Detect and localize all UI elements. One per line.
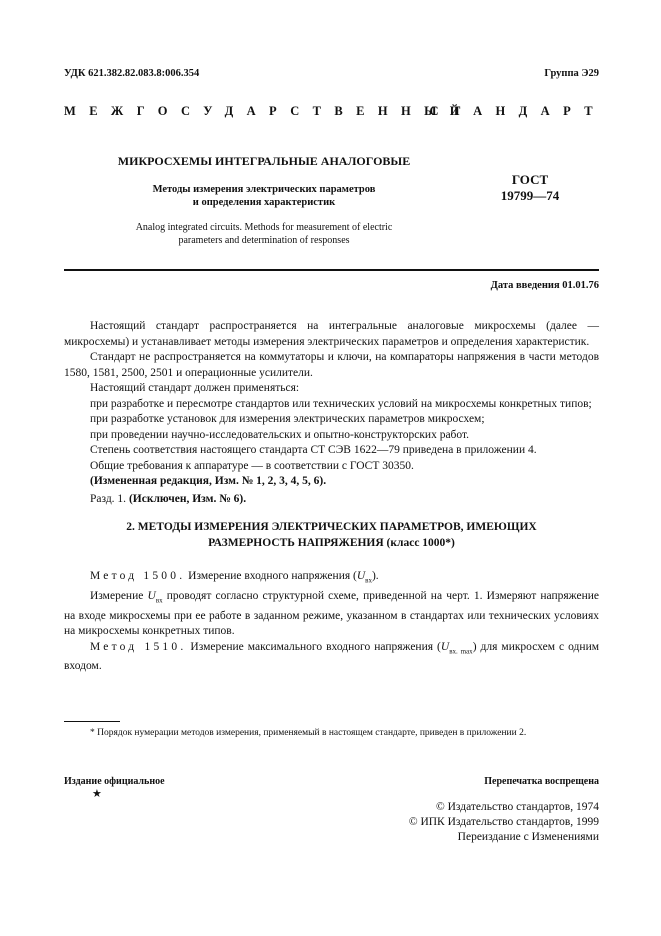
method-1500-text: Измерение входного напряжения ( bbox=[185, 570, 357, 582]
u-symbol: U bbox=[356, 570, 366, 582]
standard-type-right: СТАНДАРТ bbox=[429, 104, 606, 118]
header-divider bbox=[64, 269, 599, 271]
subtitle-line-1: Методы измерения электрических параметров bbox=[152, 184, 376, 195]
document-body bbox=[64, 319, 599, 675]
paragraph-amendment: (Измененная редакция, Изм. № 1, 2, 3, 4, 5, 6). bbox=[90, 475, 327, 487]
measurement-text-start: Измерение bbox=[90, 589, 148, 602]
u-subscript-inmax: вх. max bbox=[449, 646, 473, 655]
subtitle-line-2: и определения характеристик bbox=[192, 197, 336, 208]
u-symbol-3: U bbox=[440, 640, 450, 653]
section-1-label: Разд. 1. bbox=[90, 492, 129, 505]
paragraph-application-2: при разработке установок для измерения электрических параметров микросхем; bbox=[90, 413, 485, 425]
gost-label: ГОСТ bbox=[511, 172, 549, 187]
gost-number: 19799—74 bbox=[500, 188, 560, 203]
u-subscript-in-2: вх bbox=[155, 596, 163, 605]
paragraph-application: Настоящий стандарт должен применяться: bbox=[90, 382, 300, 394]
measurement-text-rest: проводят согласно структурной схеме, приведенной на черт. 1. Измеряют напряжение на входе микросхемы при ее работе в заданном режиме, указанном в стандартах или технических условиях на микросхемы конкретных типов. bbox=[64, 589, 599, 638]
paragraph-section-1 bbox=[64, 492, 599, 508]
gost-designation bbox=[480, 172, 580, 204]
measurement-description bbox=[64, 589, 599, 640]
u-subscript-in: вх bbox=[365, 576, 372, 585]
footnote-text: * Порядок нумерации методов измерения, применяемый в настоящем стандарте, приведен в приложении 2. bbox=[90, 728, 527, 738]
method-1500-close: ). bbox=[371, 570, 379, 582]
standard-type-left: МЕЖГОСУДАРСТВЕННЫЙ bbox=[64, 104, 473, 118]
section-1-excluded: (Исключен, Изм. № 6). bbox=[128, 492, 247, 505]
reprint-prohibited: Перепечатка воспрещена bbox=[484, 776, 599, 787]
method-1510 bbox=[64, 640, 599, 675]
method-1510-close: ) для микросхем с одним входом. bbox=[64, 640, 599, 673]
paragraph-equipment: Общие требования к аппаратуре — в соответствии с ГОСТ 30350. bbox=[90, 459, 414, 472]
official-edition: Издание официальное bbox=[64, 776, 165, 787]
section-2-heading-line-1: 2. МЕТОДЫ ИЗМЕРЕНИЯ ЭЛЕКТРИЧЕСКИХ ПАРАМЕТРОВ, ИМЕЮЩИХ bbox=[126, 521, 537, 533]
footnote-divider bbox=[64, 721, 120, 722]
method-1500 bbox=[64, 569, 599, 589]
u-symbol-2: U bbox=[147, 589, 156, 602]
english-title-line-1: Analog integrated circuits. Methods for measurement of electric bbox=[135, 222, 393, 233]
section-2-heading bbox=[64, 520, 599, 551]
english-title bbox=[64, 221, 464, 247]
paragraph-scope: Настоящий стандарт распространяется на интегральные аналоговые микросхемы (далее — микросхемы) и устанавливает методы измерения электрических параметров и определения характеристик. bbox=[64, 320, 599, 348]
method-1510-label: Метод 1510. bbox=[90, 640, 187, 653]
copyright-block bbox=[409, 800, 599, 845]
footnote bbox=[64, 727, 599, 740]
document-subtitle bbox=[64, 183, 464, 209]
star-icon: ★ bbox=[92, 788, 102, 800]
paragraph-application-1: при разработке и пересмотре стандартов или технических условий на микросхемы конкретных типов; bbox=[90, 397, 592, 410]
introduction-date: Дата введения 01.01.76 bbox=[490, 280, 599, 291]
paragraph-compliance: Степень соответствия настоящего стандарта СТ СЭВ 1622—79 приведена в приложении 4. bbox=[90, 444, 537, 456]
reissue-note: Переиздание с Изменениями bbox=[457, 831, 599, 843]
paragraph-application-3: при проведении научно-исследовательских и опытно-конструкторских работ. bbox=[90, 428, 470, 441]
method-1500-label: Метод 1500. bbox=[90, 570, 186, 582]
copyright-1974: © Издательство стандартов, 1974 bbox=[435, 801, 599, 813]
group-code: Группа Э29 bbox=[544, 68, 599, 79]
udk-code: УДК 621.382.82.083.8:006.354 bbox=[64, 68, 200, 79]
english-title-line-2: parameters and determination of responses bbox=[178, 235, 350, 246]
copyright-1999: © ИПК Издательство стандартов, 1999 bbox=[408, 816, 599, 828]
paragraph-exclusions: Стандарт не распространяется на коммутаторы и ключи, на компараторы напряжения в части методов 1580, 1581, 2500, 2501 и операционные усилители. bbox=[64, 351, 599, 379]
section-2-heading-line-2: РАЗМЕРНОСТЬ НАПРЯЖЕНИЯ (класс 1000*) bbox=[208, 536, 455, 549]
document-title: МИКРОСХЕМЫ ИНТЕГРАЛЬНЫЕ АНАЛОГОВЫЕ bbox=[117, 154, 411, 168]
method-1510-text: Измерение максимального входного напряжения ( bbox=[186, 640, 441, 653]
